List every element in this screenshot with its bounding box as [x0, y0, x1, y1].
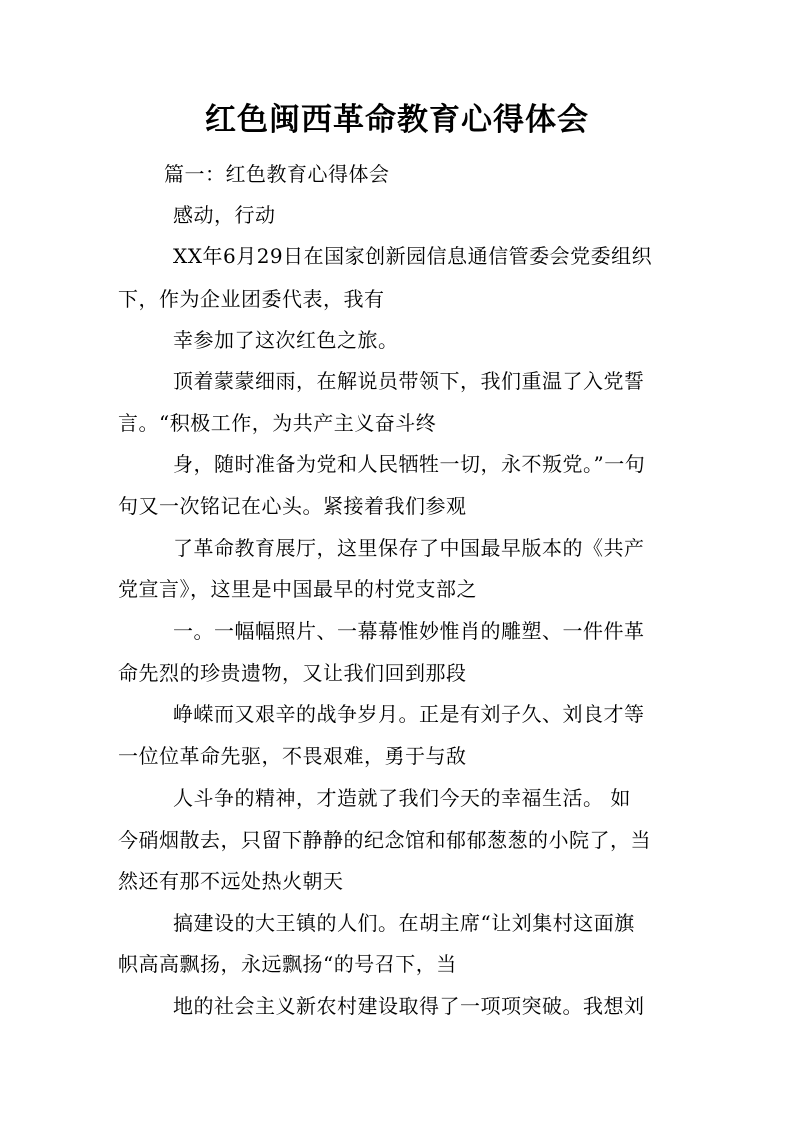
paragraph-line: 一。一幅幅照片、一幕幕惟妙惟肖的雕塑、一件件革 [173, 619, 645, 643]
paragraph-line: 地的社会主义新农村建设取得了一项项突破。我想刘 [173, 994, 645, 1018]
paragraph-line: 帜高高飘扬，永远飘扬“的号召下，当 [118, 952, 457, 976]
paragraph-line: 峥嵘而又艰辛的战争岁月。正是有刘子久、刘良才等 [173, 702, 645, 726]
paragraph-line: 下，作为企业团委代表，我有 [118, 287, 385, 311]
paragraph-line: 幸参加了这次红色之旅。 [173, 328, 399, 352]
paragraph-line: 搞建设的大王镇的人们。在胡主席“让刘集村这面旗 [173, 911, 635, 935]
paragraph-line: XX年6月29日在国家创新园信息通信管委会党委组织 [173, 244, 653, 268]
paragraph-line: 感动，行动 [173, 203, 276, 227]
paragraph-line: 命先烈的珍贵遗物，又让我们回到那段 [118, 661, 467, 685]
paragraph-line: 顶着蒙蒙细雨，在解说员带领下，我们重温了入党誓 [173, 369, 645, 393]
paragraph-line: 人斗争的精神，才造就了我们今天的幸福生活。 如 [173, 786, 631, 810]
document-title: 红色闽西革命教育心得体会 [205, 102, 589, 138]
paragraph-line: 言。“积极工作，为共产主义奋斗终 [118, 411, 437, 435]
paragraph-line: 了革命教育展厅，这里保存了中国最早版本的《共产 [173, 536, 645, 560]
paragraph-line: 然还有那不远处热火朝天 [118, 869, 344, 893]
section-heading: 篇一：红色教育心得体会 [164, 162, 390, 186]
paragraph-line: 句又一次铭记在心头。紧接着我们参观 [118, 494, 467, 518]
paragraph-line: 一位位革命先驱，不畏艰难，勇于与敌 [118, 744, 467, 768]
paragraph-line: 今硝烟散去，只留下静静的纪念馆和郁郁葱葱的小院了，当 [118, 828, 651, 852]
paragraph-line: 党宣言》，这里是中国最早的村党支部之 [118, 577, 477, 601]
paragraph-line: 身，随时准备为党和人民牺牲一切，永不叛党。”一句 [173, 452, 646, 476]
